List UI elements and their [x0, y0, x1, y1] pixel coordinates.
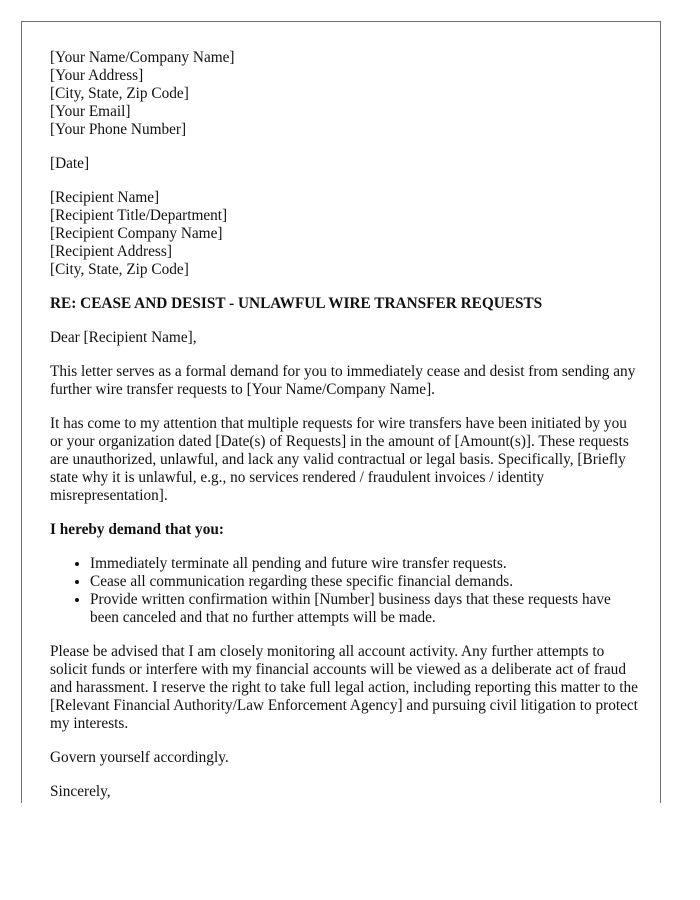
paragraph-background: It has come to my attention that multiple requests for wire transfers have been initiated by you or your organization dated [Date(s) of Requests] in the amount of [Amount(s)]. These requests are unauthorized, unlawful, and lack any valid contractual or legal basis. Specifically, [Briefly state why it is unlawful, e.g., no services rendered / fraudulent invoices / identity misrepresentation]. [50, 415, 629, 504]
date-line [50, 155, 640, 173]
demand-heading: I hereby demand that you: [50, 521, 224, 538]
letter-page [21, 21, 661, 803]
demand-item: • Cease all communication regarding these specific financial demands. [90, 573, 640, 591]
sender-name: [Your Name/Company Name] [50, 49, 235, 66]
demand-item: • Provide written confirmation within [Number] business days that these requests have been canceled and that no further attempts will be made. [90, 591, 640, 627]
recipient-name: [Recipient Name] [50, 189, 160, 206]
paragraph-warning: Please be advised that I am closely monitoring all account activity. Any further attempts to solicit funds or interfere with my financial accounts will be viewed as a deliberate act of fraud and harassment. I reserve the right to take full legal action, including reporting this matter to the [Relevant Financial Authority/Law Enforcement Agency] and pursuing civil litigation to protect my interests. [50, 643, 638, 732]
subject-line: RE: CEASE AND DESIST - UNLAWFUL WIRE TRANSFER REQUESTS [50, 295, 543, 312]
recipient-company: [Recipient Company Name] [50, 225, 223, 242]
sender-block [50, 49, 640, 139]
demand-item: • Immediately terminate all pending and future wire transfer requests. [90, 555, 640, 573]
sender-phone: [Your Phone Number] [50, 121, 187, 138]
paragraph-govern: Govern yourself accordingly. [50, 749, 229, 766]
sender-address: [Your Address] [50, 67, 144, 84]
sender-city-state-zip: [City, State, Zip Code] [50, 85, 189, 102]
paragraph-demand-intro: This letter serves as a formal demand for you to immediately cease and desist from sending any further wire transfer requests to [Your Name/Company Name]. [50, 363, 636, 398]
recipient-city-state-zip: [City, State, Zip Code] [50, 261, 189, 278]
letter-body [50, 49, 640, 803]
sender-email: [Your Email] [50, 103, 131, 120]
salutation: Dear [Recipient Name], [50, 329, 197, 346]
recipient-block [50, 189, 640, 279]
demand-list [50, 555, 640, 627]
closing: Sincerely, [50, 783, 111, 800]
letter-date: [Date] [50, 155, 90, 172]
recipient-title: [Recipient Title/Department] [50, 207, 228, 224]
recipient-address: [Recipient Address] [50, 243, 172, 260]
